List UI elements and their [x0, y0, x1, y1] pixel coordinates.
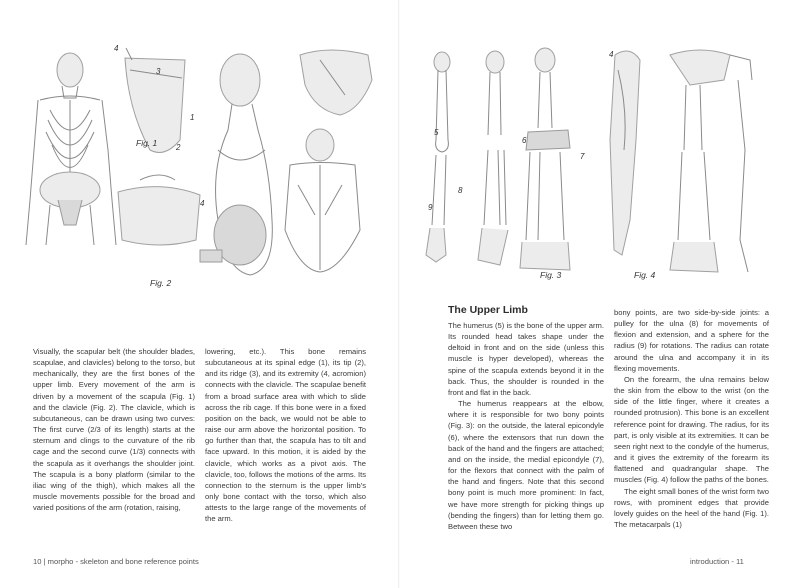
- figure-number: 9: [428, 203, 433, 212]
- fig1-label: Fig. 1: [136, 138, 158, 148]
- body-paragraph: The eight small bones of the wrist form two rows, with prominent edges that provide lovely guides on the heel of the hand (Fig. 1). The metacarpals (1): [614, 486, 769, 529]
- side-torso-drawing: [214, 54, 272, 275]
- shoulder-girdle-illustrations: [0, 0, 400, 300]
- right-footer: introduction - 11: [690, 557, 744, 566]
- right-column-2: [614, 307, 769, 530]
- figure-number: 3: [156, 67, 161, 76]
- scapula-drawing: [125, 48, 185, 152]
- skeleton-torso-drawing: [26, 53, 116, 245]
- figure-number: 4: [200, 199, 205, 208]
- upper-limb-illustrations: [400, 0, 800, 300]
- left-footer: 10 | morpho - skeleton and bone reference points: [33, 557, 199, 566]
- left-column-2: [205, 346, 366, 525]
- right-column-1: [448, 320, 604, 532]
- figure-number: 5: [434, 128, 439, 137]
- muscle-arm-drawing: [610, 50, 752, 272]
- figure-number: 2: [176, 143, 181, 152]
- fig4-label: Fig. 4: [634, 270, 656, 280]
- fig2-label: Fig. 2: [150, 278, 172, 288]
- left-column-1: [33, 346, 195, 513]
- humerus-drawing: [434, 51, 504, 152]
- figure-number: 4: [114, 44, 119, 53]
- figure-number: 1: [190, 113, 195, 122]
- figure-number: 8: [458, 186, 463, 195]
- body-paragraph: Visually, the scapular belt (the shoulder blades, scapulae, and clavicles) belong to the torso, but mechanically, they are the first bones of the upper limb. Every movement of the arm is driven by a movement of the scapula (Fig. 1) and the clavicle (Fig. 2). The clavicle, which is subcutaneous, can be drawn using two curves: The first curve (2/3 of its length) starts at the sternum and clings to the curvature of the rib cage and the second curve (1/3) connects with the scapula as it overhangs the shoulder joint. The scapula is a bony platform (similar to the iliac wing of the thigh), which makes all the muscle movements possible for the broad and varied positions of the arm (rotation, raising,: [33, 347, 195, 513]
- back-view-drawing: [285, 129, 360, 272]
- body-paragraph: The humerus reappears at the elbow, where it is responsible for two bony points (Fig. 3): on the outside, the lateral epicondyle (6), where the extensors that run down the back of the hand and the fingers are attached; and on the inside, the medial epicondyle (7), for the flexors that connect with the palm of the hand and fingers. Note that this second bony point is much more prominent: In fact, we have more strength for picking things up (bending the fingers) than for letting them go. Between these two: [448, 399, 604, 531]
- figure-number: 7: [580, 152, 585, 161]
- body-paragraph: On the forearm, the ulna remains below the skin from the elbow to the wrist (on the side of the little finger, where it creates a rounded protrusion). This bone is an excellent reference point for drawing. The radius, for its part, is only visible at its extremities. It can be seen right next to the condyle of the humerus, and it gives the extremity of the forearm its flattened and quadrangular shape. The muscles (Fig. 4) follow the paths of the bones.: [614, 374, 769, 485]
- forearm-bones-drawing: [426, 150, 508, 265]
- elbow-joint-drawing: [520, 48, 570, 270]
- clavicle-drawing: [118, 175, 222, 262]
- body-paragraph: The humerus (5) is the bone of the upper arm. Its rounded head takes shape under the deltoid in front and on the side (unless this muscle is hyper developed), whereas the spine of the scapula extends beyond it in the back. Thus, the shoulder is rounded in the front and flat in the back.: [448, 321, 604, 397]
- section-heading: The Upper Limb: [448, 304, 528, 316]
- figure-number: 4: [609, 50, 614, 59]
- body-paragraph: bony points, are two side-by-side joints: a pulley for the ulna (8) for movements of flexion and extension, and a sphere for the radius (9) for rotations. The radius can rotate around the ulna and accompany it in its flexing movements.: [614, 308, 769, 373]
- fig3-label: Fig. 3: [540, 270, 562, 280]
- shoulder-bone-drawing: [300, 50, 372, 115]
- figure-number: 6: [522, 136, 527, 145]
- body-paragraph: lowering, etc.). This bone remains subcutaneous at its spinal edge (1), its tip (2), and its ridge (3), and its extremity (4, acromion) connects with the clavicle. The scapulae benefit from a broad surface area with which to slide across the rib cage. If this bone were in a fixed position on the back, we would not be able to raise our arm above the horizontal position. To go further than that, the scapula has to tilt and face upward. In this motion, it is aided by the clavicle, which works as a pivot axis. The clavicle, too, follows the motions of the arms. Its connection to the sternum is the upper limb's only bone contact with the torso, which also attests to the large range of the movements of the arm.: [205, 347, 366, 524]
